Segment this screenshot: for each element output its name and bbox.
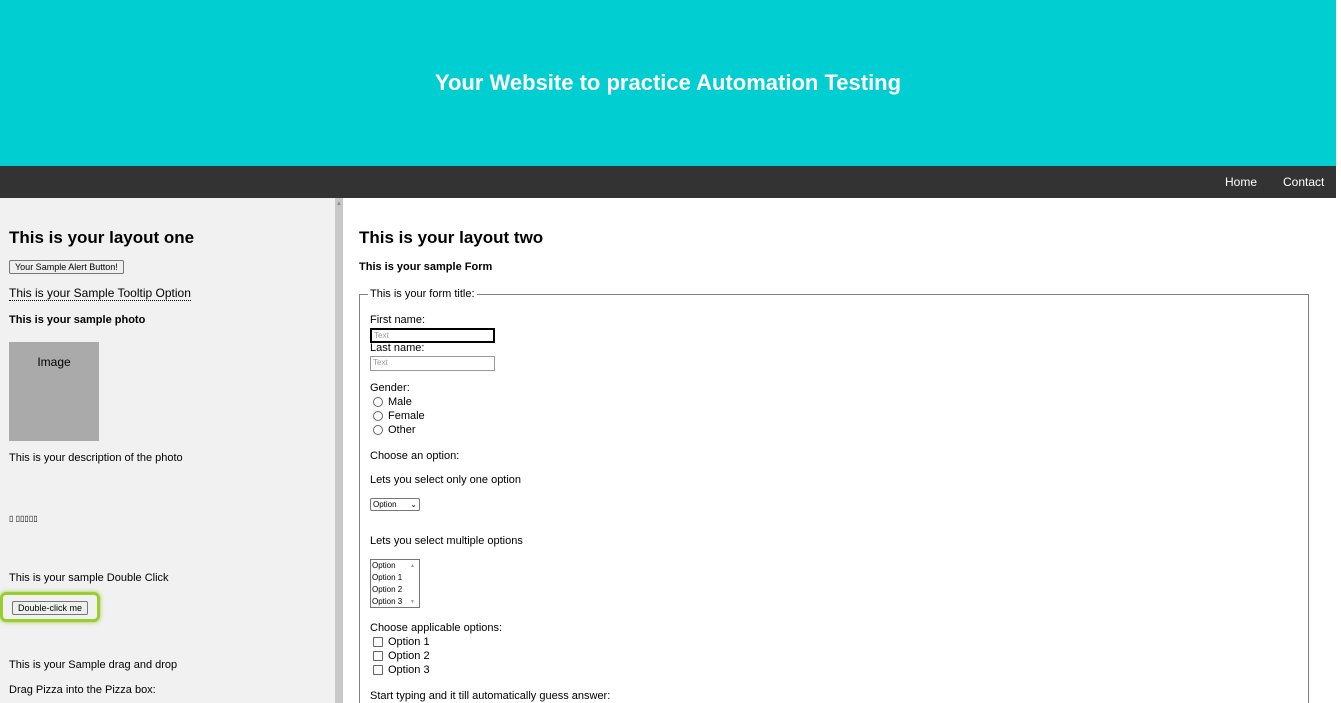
checkbox-icon[interactable] xyxy=(373,637,383,647)
multi-option[interactable]: Option 2 xyxy=(372,585,403,594)
checkbox-icon[interactable] xyxy=(373,665,383,675)
radio-icon[interactable] xyxy=(373,397,383,407)
layout-two-panel xyxy=(343,198,1336,703)
checkbox-option-3[interactable]: Option 3 xyxy=(373,664,430,676)
site-header xyxy=(0,0,1336,166)
layout-one-heading: This is your layout one xyxy=(9,228,195,247)
gender-female[interactable]: Female xyxy=(373,410,425,422)
autocomplete-label: Start typing and it till automatically guess answer: xyxy=(370,690,611,702)
first-name-label: First name: xyxy=(370,314,426,326)
single-select-label: Lets you select only one option xyxy=(370,474,522,486)
gender-other[interactable]: Other xyxy=(373,424,416,436)
gender-male[interactable]: Male xyxy=(373,396,412,408)
checkbox-icon[interactable] xyxy=(373,651,383,661)
single-select[interactable]: Option ⌄ xyxy=(370,498,420,511)
multi-select-label: Lets you select multiple options xyxy=(370,535,523,547)
double-click-highlight xyxy=(0,592,100,622)
page-scrollbar[interactable] xyxy=(1336,0,1341,703)
nav-home-link[interactable]: Home xyxy=(1225,175,1258,189)
radio-icon[interactable] xyxy=(373,425,383,435)
multi-option[interactable]: Option 1 xyxy=(372,573,403,582)
form-legend: This is your form title: xyxy=(370,288,475,300)
checkbox-option-1[interactable]: Option 1 xyxy=(373,636,430,648)
site-title: Your Website to practice Automation Testing xyxy=(434,70,902,95)
multi-select-scrollbar[interactable]: ▲ ▼ xyxy=(410,563,415,605)
layout-two-heading: This is your layout two xyxy=(359,228,544,247)
last-name-label: Last name: xyxy=(370,342,425,354)
photo-description: This is your description of the photo xyxy=(9,452,183,464)
sample-photo: Image xyxy=(9,342,99,441)
drag-drop-label: This is your Sample drag and drop xyxy=(9,659,178,671)
multi-option[interactable]: Option xyxy=(372,561,396,570)
drag-drop-instruction: Drag Pizza into the Pizza box: xyxy=(9,684,156,696)
gender-label: Gender: xyxy=(370,382,410,394)
alert-button[interactable]: Your Sample Alert Button! xyxy=(9,260,124,274)
sample-form xyxy=(359,288,1309,703)
choose-option-label: Choose an option: xyxy=(370,450,460,462)
last-name-field[interactable]: Text xyxy=(370,356,495,371)
chevron-down-icon: ⌄ xyxy=(410,500,417,509)
double-click-label: This is your sample Double Click xyxy=(9,572,169,584)
radio-icon[interactable] xyxy=(373,411,383,421)
scroll-up-icon[interactable]: ▲ xyxy=(336,201,342,207)
panel-scrollbar[interactable] xyxy=(335,198,343,703)
missing-glyph-text: ▯ ▯▯▯▯▯ xyxy=(9,514,38,523)
tooltip-text[interactable]: This is your Sample Tooltip Option xyxy=(9,286,191,300)
checkbox-group-label: Choose applicable options: xyxy=(370,622,503,634)
first-name-field[interactable]: Text xyxy=(370,328,495,343)
nav-contact-link[interactable]: Contact xyxy=(1283,175,1325,189)
multi-select[interactable] xyxy=(370,559,420,608)
checkbox-option-2[interactable]: Option 2 xyxy=(373,650,430,662)
layout-one-panel xyxy=(0,198,335,703)
form-title: This is your sample Form xyxy=(359,261,493,273)
double-click-button[interactable]: Double-click me xyxy=(12,601,88,615)
nav-bar xyxy=(0,166,1336,198)
multi-option[interactable]: Option 3 xyxy=(372,597,403,606)
photo-title: This is your sample photo xyxy=(9,314,146,326)
